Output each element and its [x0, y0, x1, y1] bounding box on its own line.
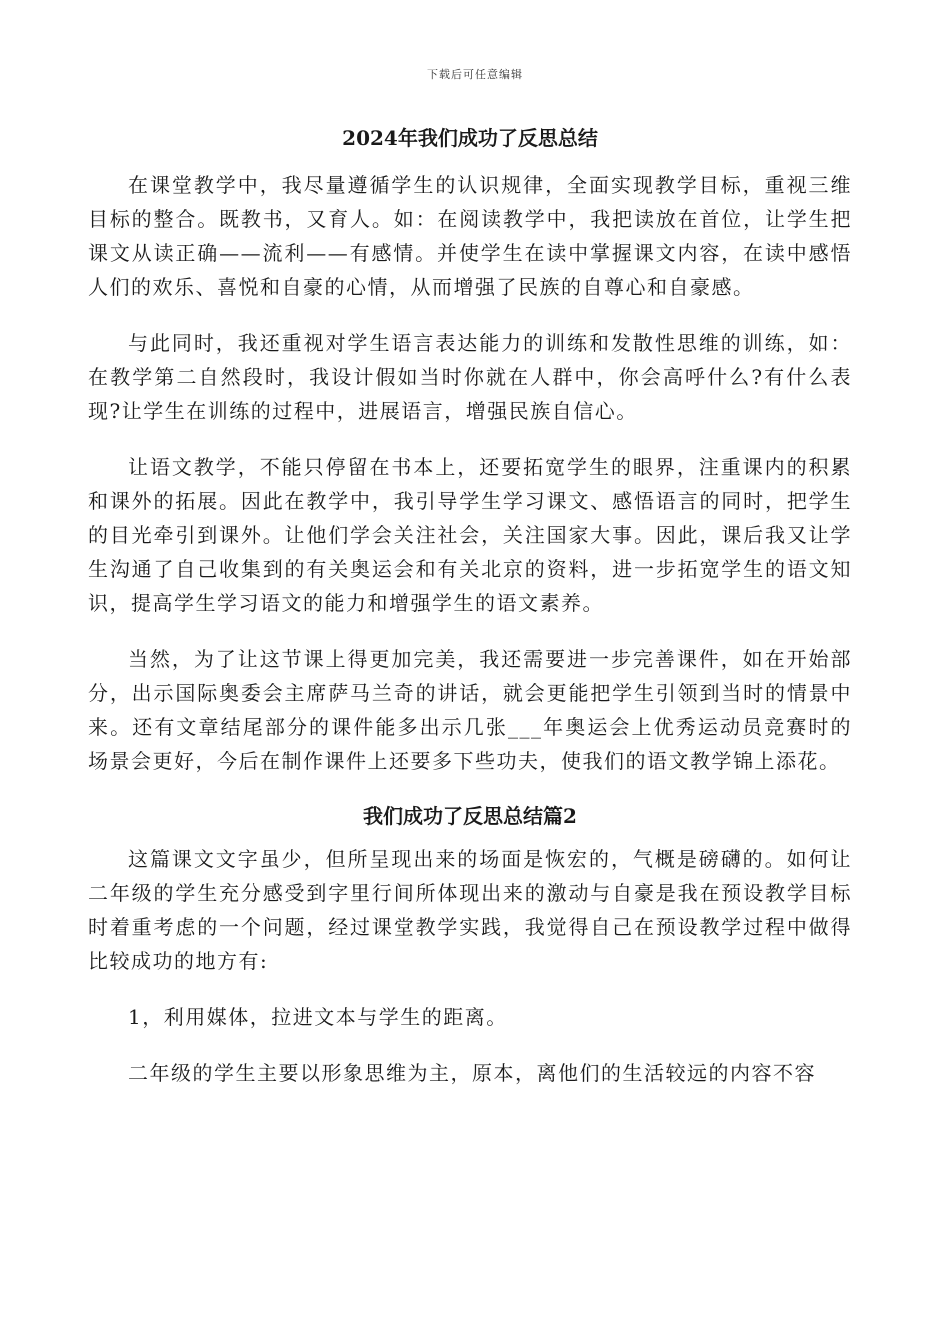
paragraph-4: 当然，为了让这节课上得更加完美，我还需要进一步完善课件，如在开始部分，出示国际奥委会主席萨马兰奇的讲话，就会更能把学生引领到当时的情景中来。还有文章结尾部分的课件能多出示几张___年奥运会上优秀运动员竞赛时的场景会更好，今后在制作课件上还要多下些功夫，使我们的语文教学锦上添花。: [88, 647, 852, 773]
section-2-paragraph-1: 这篇课文文字虽少，但所呈现出来的场面是恢宏的，气概是磅礴的。如何让二年级的学生充分感受到字里行间所体现出来的激动与自豪是我在预设教学目标时着重考虑的一个问题，经过课堂教学实践，我觉得自己在预设教学过程中做得比较成功的地方有:: [88, 847, 852, 973]
paragraph-1: 在课堂教学中，我尽量遵循学生的认识规律，全面实现教学目标，重视三维目标的整合。既教书，又育人。如：在阅读教学中，我把读放在首位，让学生把课文从读正确——流利——有感情。并使学生在读中掌握课文内容，在读中感悟人们的欢乐、喜悦和自豪的心情，从而增强了民族的自尊心和自豪感。: [88, 173, 852, 299]
section-2-title: 我们成功了反思总结篇2: [363, 804, 577, 828]
paragraph-2: 与此同时，我还重视对学生语言表达能力的训练和发散性思维的训练，如：在教学第二自然段时，我设计假如当时你就在人群中，你会高呼什么?有什么表现?让学生在训练的过程中，进展语言，增强民族自信心。: [88, 331, 852, 423]
header-note: 下载后可任意编辑: [427, 68, 523, 81]
section-2-paragraph-2: 1，利用媒体，拉进文本与学生的距离。: [128, 1005, 508, 1029]
document-body: [88, 122, 852, 1112]
document-title: 2024年我们成功了反思总结: [342, 126, 598, 150]
section-2-paragraph-3: 二年级的学生主要以形象思维为主，原本，离他们的生活较远的内容不容: [128, 1061, 816, 1085]
paragraph-3: 让语文教学，不能只停留在书本上，还要拓宽学生的眼界，注重课内的积累和课外的拓展。因此在教学中，我引导学生学习课文、感悟语言的同时，把学生的目光牵引到课外。让他们学会关注社会，关注国家大事。因此，课后我又让学生沟通了自己收集到的有关奥运会和有关北京的资料，进一步拓宽学生的语文知识，提高学生学习语文的能力和增强学生的语文素养。: [88, 455, 852, 615]
